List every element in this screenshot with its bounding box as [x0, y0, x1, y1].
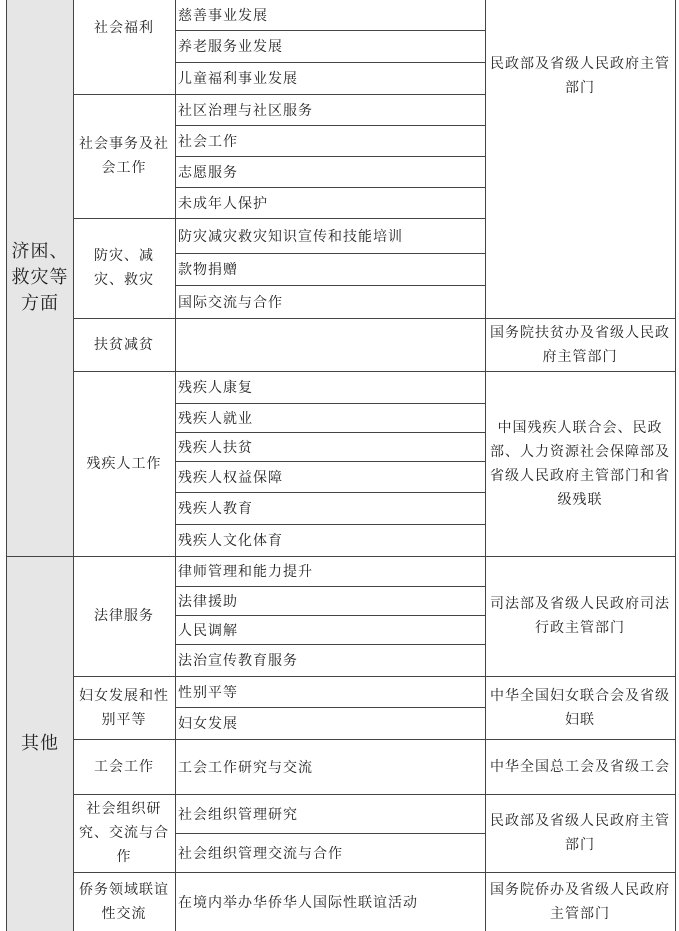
item-label: 工会工作研究与交流: [178, 759, 313, 776]
item-label: 性别平等: [178, 684, 238, 701]
subcategory-label: 妇女发展和性别平等: [79, 687, 169, 728]
grid-line: [675, 0, 676, 931]
department-label: 国务院侨办及省级人民政府主管部门: [490, 881, 670, 922]
item-label: 妇女发展: [178, 716, 238, 732]
grid-line: [73, 218, 485, 219]
department-cell: [485, 318, 675, 371]
grid-line: [175, 615, 485, 616]
item-label: 社会组织管理研究: [178, 806, 298, 823]
grid-line: [73, 318, 676, 319]
item-cell: [175, 492, 485, 524]
item-cell: [175, 218, 485, 253]
item-label: 国际交流与合作: [178, 294, 283, 311]
item-cell: [175, 676, 485, 707]
item-label: 社会工作: [178, 133, 238, 150]
subcategory-label: 扶贫减贫: [94, 336, 154, 353]
department-cell: [485, 556, 675, 676]
subcategory-cell: [73, 676, 175, 739]
subcategory-cell: [73, 872, 175, 931]
grid-line: [485, 0, 486, 931]
item-cell: [175, 794, 485, 833]
subcategory-label: 社会事务及社会工作: [79, 136, 169, 176]
item-cell: [175, 187, 485, 218]
grid-line: [73, 676, 676, 677]
item-label: 残疾人扶贫: [178, 439, 253, 456]
item-cell: [175, 0, 485, 30]
subcategory-label: 社会福利: [94, 20, 154, 36]
item-label: 养老服务业发展: [178, 39, 283, 55]
item-cell: [175, 94, 485, 125]
grid-line: [73, 739, 676, 740]
subcategory-cell: [73, 318, 175, 371]
grid-line: [175, 432, 485, 433]
item-label: 法治宣传教育服务: [178, 653, 298, 669]
item-label: 慈善事业发展: [178, 8, 268, 24]
item-cell: [175, 125, 485, 156]
department-label: 民政部及省级人民政府主管部门: [490, 56, 670, 96]
item-label: 儿童福利事业发展: [178, 71, 298, 87]
subcategory-cell: [73, 218, 175, 318]
item-label: 未成年人保护: [178, 195, 268, 212]
grid-line: [73, 794, 676, 795]
grid-line: [73, 94, 485, 95]
grid-line: [73, 371, 676, 372]
category-cell: [7, 0, 73, 556]
item-cell: [175, 403, 485, 432]
grid-line: [175, 0, 176, 931]
subcategory-cell: [73, 556, 175, 676]
grid-line: [175, 403, 485, 404]
item-cell: [175, 30, 485, 62]
item-label: 款物捐赠: [178, 262, 238, 278]
item-cell: [175, 285, 485, 318]
item-label: 法律援助: [178, 593, 238, 610]
grid-line: [6, 0, 7, 931]
subcategory-label: 社会组织研究、交流与合作: [79, 801, 169, 865]
department-cell: [485, 872, 675, 931]
department-cell: [485, 676, 675, 739]
grid-line: [175, 156, 485, 157]
subcategory-cell: [73, 371, 175, 556]
grid-line: [73, 872, 676, 873]
item-label: 残疾人就业: [178, 410, 253, 427]
subcategory-cell: [73, 794, 175, 872]
category-label: 济困、救灾等方面: [11, 241, 69, 314]
grid-line: [175, 586, 485, 587]
item-label: 残疾人文化体育: [178, 533, 283, 549]
item-cell: [175, 156, 485, 187]
item-label: 社会组织管理交流与合作: [178, 845, 343, 862]
department-label: 民政部及省级人民政府主管部门: [490, 813, 670, 853]
department-label: 中华全国妇女联合会及省级妇联: [490, 687, 670, 728]
item-cell: [175, 644, 485, 676]
subcategory-cell: [73, 94, 175, 218]
department-cell: [485, 739, 675, 794]
item-cell: [175, 432, 485, 461]
item-label: 防灾减灾救灾知识宣传和技能培训: [178, 228, 403, 245]
department-cell: [485, 371, 675, 556]
department-label: 中华全国总工会及省级工会: [490, 758, 670, 775]
item-label: 律师管理和能力提升: [178, 564, 313, 580]
item-label: 社区治理与社区服务: [178, 102, 313, 119]
item-label: 残疾人康复: [178, 380, 253, 396]
item-label: 残疾人权益保障: [178, 469, 283, 486]
grid-line: [175, 253, 485, 254]
subcategory-label: 法律服务: [94, 608, 154, 624]
subcategory-cell: [73, 739, 175, 794]
item-label: 志愿服务: [178, 164, 238, 181]
item-cell: [175, 253, 485, 285]
item-cell: [175, 833, 485, 872]
item-label: 在境内举办华侨华人国际性联谊活动: [178, 894, 418, 911]
item-cell: [175, 707, 485, 739]
item-cell: [175, 524, 485, 556]
item-cell: [175, 872, 485, 931]
category-label: 其他: [21, 732, 59, 754]
grid-line: [175, 644, 485, 645]
grid-line: [175, 62, 485, 63]
subcategory-label: 防灾、减灾、救灾: [94, 248, 154, 288]
grid-line: [175, 524, 485, 525]
grid-line: [175, 833, 485, 834]
subcategory-label: 工会工作: [94, 758, 154, 775]
grid-line: [175, 492, 485, 493]
grid-line: [175, 461, 485, 462]
grid-line: [175, 285, 485, 286]
item-label: 残疾人教育: [178, 501, 253, 517]
subcategory-label: 残疾人工作: [86, 455, 162, 472]
department-cell: [485, 794, 675, 872]
grid-line: [175, 125, 485, 126]
grid-line: [175, 30, 485, 31]
item-label: 人民调解: [178, 622, 238, 639]
item-cell: [175, 461, 485, 492]
department-label: 国务院扶贫办及省级人民政府主管部门: [490, 324, 670, 365]
grid-line: [73, 0, 74, 931]
category-cell: [7, 556, 73, 931]
department-cell: [485, 0, 675, 318]
item-cell: [175, 62, 485, 94]
item-cell: [175, 556, 485, 586]
item-cell: [175, 318, 485, 371]
subcategory-label: 侨务领域联谊性交流: [79, 881, 169, 922]
department-label: 中国残疾人联合会、民政部、人力资源社会保障部及省级人民政府主管部门和省级残联: [490, 419, 670, 508]
item-cell: [175, 615, 485, 644]
subcategory-cell: [73, 0, 175, 94]
item-cell: [175, 739, 485, 794]
item-cell: [175, 586, 485, 615]
grid-line: [6, 556, 676, 557]
grid-line: [175, 707, 485, 708]
item-cell: [175, 371, 485, 403]
department-label: 司法部及省级人民政府司法行政主管部门: [490, 596, 670, 636]
grid-line: [175, 187, 485, 188]
